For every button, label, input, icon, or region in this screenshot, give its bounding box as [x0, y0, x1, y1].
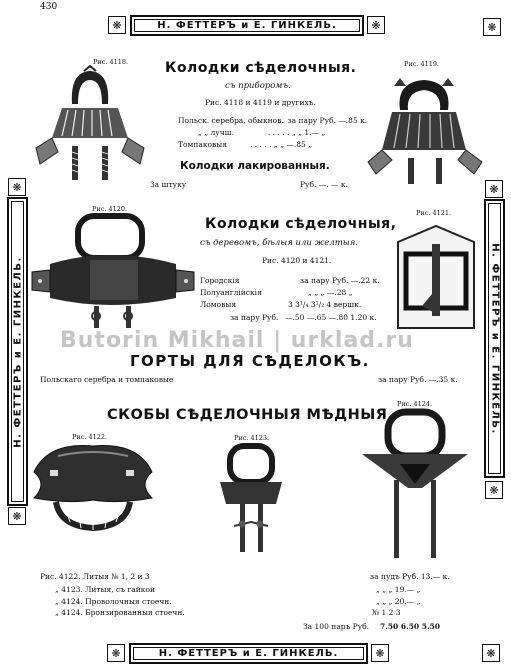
price-value: за пару Руб. —.35 к. [378, 375, 458, 384]
ornament-icon: ❋ [485, 180, 503, 198]
price-value: „ „ „ 19.— „ [376, 585, 421, 594]
page-number: 430 [40, 2, 58, 12]
price-label: За штуку [150, 180, 187, 189]
saddle-pad-4119-illustration [366, 70, 484, 188]
price-label: „ „ лучш. [198, 128, 235, 137]
bracket-4123-illustration [216, 442, 286, 558]
price-label: Польск. серебра, обыкнов. [178, 116, 284, 125]
price-value: „ „ „ 20.— „ [376, 597, 421, 606]
section-title: СКОБЫ СѢДЕЛОЧНЫЯ МѢДНЫЯ. [107, 407, 394, 423]
price-value: за пару Руб. —.22 к. [300, 276, 380, 285]
ornament-icon: ❋ [107, 644, 125, 662]
price-label: „ 4124. Бронзированныя стоечн. [55, 608, 185, 617]
price-label: Ломовыя [200, 300, 237, 309]
ornament-icon: ❋ [483, 18, 501, 36]
price-label: за пару Руб. [230, 313, 279, 322]
figure-caption: Рис. 4122. [72, 433, 108, 441]
section-subtitle: съ приборомъ. [225, 81, 291, 91]
section-title: Колодки лакированныя. [180, 160, 330, 172]
price-value: . . за пару Руб. —.85 к. [278, 116, 368, 125]
left-band-text: Н. ФЕТТЕРЪ и Е. ГИНКЕЛЬ. [12, 255, 23, 448]
price-label: Городскія [200, 276, 240, 285]
figure-caption: Рис. 4120. [92, 205, 128, 213]
price-value: . . . . . „ „ 1.— „ [268, 128, 326, 137]
saddle-pad-4118-illustration [34, 66, 146, 188]
price-value: Руб. —. — к. [300, 180, 348, 189]
figure-caption: Рис. 4124. [397, 400, 433, 408]
price-label: Полуанглійскія [200, 288, 262, 297]
section-subtitle: съ деревомъ, бѣлыя или желтыя. [200, 238, 359, 248]
figure-caption: Рис. 4119. [404, 60, 440, 68]
left-side-band [7, 197, 28, 506]
buckle-4121-illustration [394, 224, 478, 332]
top-banner [130, 15, 364, 36]
section-title: ГОРТЫ ДЛЯ СѢДЕЛОКЪ. [130, 352, 370, 370]
bottom-banner [129, 643, 368, 664]
size-values: № 1 2 3 [372, 608, 401, 617]
ornament-icon: ❋ [108, 16, 126, 34]
price-label: Польскаго серебра и томпаковые [40, 375, 174, 384]
figure-caption: Рис. 4123. [234, 434, 270, 442]
saddle-pad-4120-illustration [30, 212, 196, 332]
price-value: 7.50 6.50 5.50 [380, 622, 441, 631]
ornament-icon: ❋ [8, 507, 26, 525]
figure-caption: Рис. 4118. [93, 58, 129, 66]
price-value: —.50 —.65 —.80 1.20 к. [285, 313, 377, 322]
right-band-text: Н. ФЕТТЕРЪ и Е. ГИНКЕЛЬ. [489, 242, 500, 435]
ornament-icon: ❋ [367, 16, 385, 34]
ornament-icon: ❋ [485, 481, 503, 499]
figure-reference: Рис. 4120 и 4121. [262, 256, 332, 265]
bottom-banner-text: Н. ФЕТТЕРЪ и Е. ГИНКЕЛЬ. [158, 648, 339, 659]
price-value: за пудъ Руб. 13.— к. [370, 572, 450, 581]
ornament-icon: ❋ [371, 644, 389, 662]
top-banner-text: Н. ФЕТТЕРЪ и Е. ГИНКЕЛЬ. [157, 20, 337, 31]
price-label: Рис. 4122. Литыя № 1, 2 и 3 [40, 572, 150, 581]
price-label: За 100 паръ Руб. [303, 622, 370, 631]
ornament-icon: ❋ [482, 644, 500, 662]
watermark: Butorin Mikhail | urklad.ru [60, 328, 414, 353]
price-label: „ 4123. Литыя, съ гайкой [55, 585, 155, 594]
price-label: Томпаковыя [178, 140, 227, 149]
price-label: „ 4124. Проволочныя стоечн. [55, 597, 172, 606]
price-value: „ „ „ —.28 „ [308, 288, 353, 297]
bracket-4124-illustration [360, 408, 470, 560]
price-value: . . . . . „ „ —.85 „ [250, 140, 313, 149]
figure-caption: Рис. 4121. [416, 209, 452, 217]
figure-reference: Рис. 4118 и 4119 и другихъ. [205, 98, 316, 107]
size-values: 3 3¹/₄ 3¹/₂ 4 вершк. [288, 300, 362, 309]
section-title: Колодки сѣделочныя, [205, 216, 397, 232]
bracket-4122-illustration [28, 442, 158, 534]
section-title: Колодки сѣделочныя. [165, 60, 357, 76]
right-side-band [484, 199, 505, 478]
ornament-icon: ❋ [8, 178, 26, 196]
